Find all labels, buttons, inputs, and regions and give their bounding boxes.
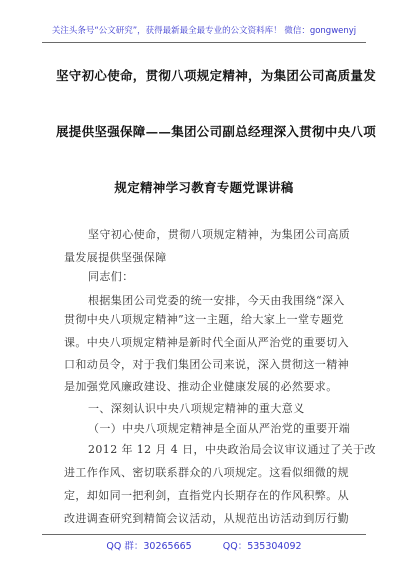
title-line-1: 坚守初心使命，贯彻八项规定精神，为集团公司高质量发 (56, 68, 377, 83)
paragraph-2-line-3: 定，却如同一把利剑，直指党内长期存在的作风积弊。从 (64, 489, 349, 502)
subtitle-line-1: 坚守初心使命，贯彻八项规定精神，为集团公司高质 (88, 228, 351, 241)
subtitle-line-2: 量发展提供坚强保障 (64, 251, 167, 264)
paragraph-1-line-5: 是加强党风廉政建设、推动企业健康发展的必然要求。 (64, 380, 338, 393)
paragraph-1-line-3: 课。中央八项规定精神是新时代全面从严治党的重要切入 (64, 336, 349, 349)
paragraph-2-line-4: 改进调查研究到精简会议活动，从规范出访活动到厉行勤 (64, 512, 349, 525)
footer (0, 538, 408, 552)
paragraph-1-line-1: 根据集团公司党委的统一安排，今天由我围绕“深入 (88, 294, 345, 307)
paragraph-1-line-2: 贯彻中央八项规定精神”这一主题，给大家上一堂专题党 (64, 313, 344, 326)
title-line-3: 规定精神学习教育专题党课讲稿 (114, 180, 294, 195)
header-divider (42, 42, 366, 43)
header-note: 关注头条号“公文研究”，获得最新最全最专业的公文资料库！ 微信：gongwenyj (51, 26, 357, 36)
paragraph-1-line-4: 口和动员令，对于我们集团公司来说，深入贯彻这一精神 (64, 358, 349, 371)
heading-level-2: （一）中央八项规定精神是全面从严治党的重要开端 (88, 422, 351, 435)
footer-qq-group: QQ 群：30265665 (106, 541, 192, 552)
paragraph-2-line-2: 进工作作风、密切联系群众的八项规定。这看似细微的规 (64, 466, 349, 479)
title-line-2: 展提供坚强保障——集团公司副总经理深入贯彻中央八项 (56, 124, 377, 139)
salutation: 同志们： (88, 270, 134, 283)
footer-qq-number: QQ：535304092 (222, 541, 302, 552)
heading-level-1: 一、深刻认识中央八项规定精神的重大意义 (88, 402, 305, 415)
paragraph-2-line-1: 2012 年 12 月 4 日，中央政治局会议审议通过了关于改 (88, 443, 376, 456)
footer-divider (42, 534, 366, 535)
